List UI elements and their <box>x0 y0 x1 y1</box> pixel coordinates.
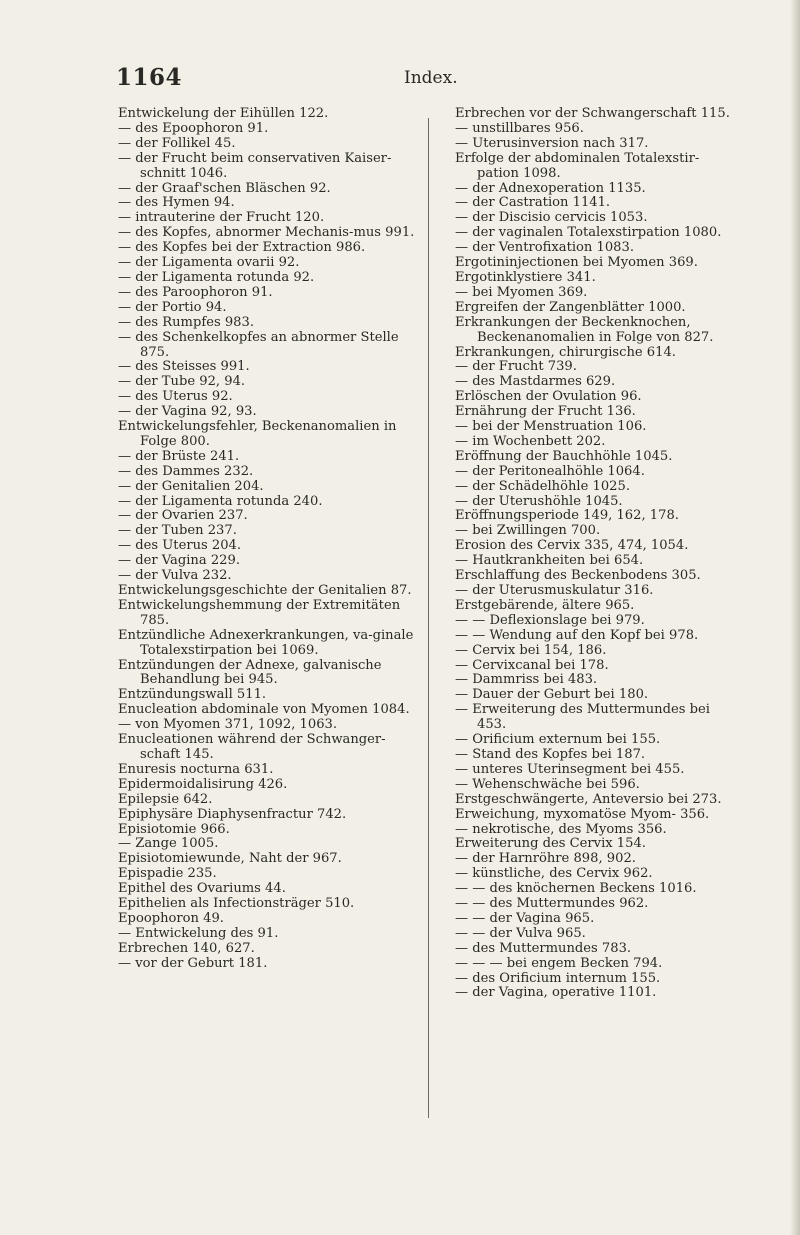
index-entry: — der Vagina, operative 1101. <box>455 985 657 1001</box>
index-entry: — der Frucht beim conservativen Kaiser-schnitt 1046. <box>118 150 392 181</box>
index-entry: Erbrechen 140, 627. <box>118 940 255 956</box>
index-entry: Enucleation abdominale von Myomen 1084. <box>118 702 410 718</box>
index-entry: Epoophoron 49. <box>118 910 224 926</box>
index-entry: Erlöschen der Ovulation 96. <box>455 389 642 405</box>
index-entry: — des Uterus 204. <box>118 538 242 554</box>
index-entry: — — der Vagina 965. <box>455 910 595 926</box>
index-entry: — bei Zwillingen 700. <box>455 523 601 539</box>
index-entry: — Hautkrankheiten bei 654. <box>455 553 644 569</box>
index-entry: — unstillbares 956. <box>455 120 584 136</box>
index-entry: — des Kopfes, abnormer Mechanis-mus 991. <box>118 225 415 241</box>
index-entry: Eröffnung der Bauchhöhle 1045. <box>455 448 673 464</box>
index-entry: Erweiterung des Cervix 154. <box>455 836 646 852</box>
index-entry: Entwickelungshemmung der Extremitäten 785. <box>118 597 401 628</box>
index-entry: — künstliche, des Cervix 962. <box>455 866 653 882</box>
index-entry: Erstgebärende, ältere 965. <box>455 597 635 613</box>
index-entry: — des Mastdarmes 629. <box>455 374 616 390</box>
index-entry: Episiotomiewunde, Naht der 967. <box>118 851 342 867</box>
index-entry: — der Discisio cervicis 1053. <box>455 210 648 226</box>
index-entry: Erweichung, myxomatöse Myom- 356. <box>455 806 710 822</box>
index-entry: — der Genitalien 204. <box>118 478 264 494</box>
index-entry: — vor der Geburt 181. <box>118 955 268 971</box>
index-entry: — des Steisses 991. <box>118 359 250 375</box>
index-entry: Entzündliche Adnexerkrankungen, va-ginale Totalexstirpation bei 1069. <box>118 627 414 658</box>
index-entry: — des Schenkelkopfes an abnormer Stelle 875. <box>118 329 399 360</box>
index-entry: Entwickelung der Eihüllen 122. <box>118 106 329 121</box>
index-entry: Ergotinklystiere 341. <box>455 269 596 285</box>
index-entry: — des Uterus 92. <box>118 389 233 405</box>
index-entry: — des Muttermundes 783. <box>455 940 632 956</box>
index-entry: — der Uterusmuskulatur 316. <box>455 583 654 598</box>
index-entry: — des Epoophoron 91. <box>118 120 269 136</box>
index-entry: Enucleationen während der Schwanger-schaft 145. <box>118 732 386 762</box>
index-entry: — Entwickelung des 91. <box>118 925 279 941</box>
index-entry: Ernährung der Frucht 136. <box>455 404 636 420</box>
column-divider <box>428 118 429 1118</box>
running-title: Index. <box>404 68 458 88</box>
index-entry: — Cervix bei 154, 186. <box>455 642 607 658</box>
index-entry: — im Wochenbett 202. <box>455 433 606 449</box>
index-entry: — des Dammes 232. <box>118 463 254 479</box>
index-entry: — der Ligamenta rotunda 92. <box>118 269 315 285</box>
index-entry: — der Vagina 229. <box>118 553 240 569</box>
index-entry: — der Tube 92, 94. <box>118 374 246 390</box>
index-entry: — — Wendung auf den Kopf bei 978. <box>455 627 699 643</box>
index-entry: — der Harnröhre 898, 902. <box>455 851 636 867</box>
index-entry: — von Myomen 371, 1092, 1063. <box>118 717 338 733</box>
index-entry: — des Paroophoron 91. <box>118 284 273 300</box>
index-entry: — der Frucht 739. <box>455 359 577 375</box>
index-entry: — — des Muttermundes 962. <box>455 896 649 912</box>
index-entry: Eröffnungsperiode 149, 162, 178. <box>455 508 679 524</box>
index-entry: — der Vulva 232. <box>118 568 232 584</box>
index-entry: — des Rumpfes 983. <box>118 314 254 330</box>
index-entry: — der Adnexoperation 1135. <box>455 180 646 196</box>
index-entry: Erosion des Cervix 335, 474, 1054. <box>455 538 689 554</box>
index-entry: — der Tuben 237. <box>118 523 237 539</box>
index-entry: — Erweiterung des Muttermundes bei 453. <box>455 702 710 733</box>
index-entry: — Orificium externum bei 155. <box>455 732 661 748</box>
index-entry: Erschlaffung des Beckenbodens 305. <box>455 568 701 584</box>
index-entry: — des Kopfes bei der Extraction 986. <box>118 240 366 256</box>
index-entry: Epithelien als Infectionsträger 510. <box>118 896 355 912</box>
index-entry: Ergreifen der Zangenblätter 1000. <box>455 299 686 315</box>
index-entry: — des Hymen 94. <box>118 195 235 211</box>
index-entry: — Zange 1005. <box>118 836 219 852</box>
index-entry: — der Ovarien 237. <box>118 508 248 524</box>
index-entry: Erstgeschwängerte, Anteversio bei 273. <box>455 791 722 807</box>
index-entry: — der Uterushöhle 1045. <box>455 493 623 509</box>
index-entry: — der Ligamenta rotunda 240. <box>118 493 323 509</box>
index-entry: — Dauer der Geburt bei 180. <box>455 687 649 703</box>
index-entry: — bei der Menstruation 106. <box>455 419 647 435</box>
index-entry: — Uterusinversion nach 317. <box>455 135 649 151</box>
index-entry: Episiotomie 966. <box>118 821 230 837</box>
index-entry: — des Orificium internum 155. <box>455 970 661 986</box>
index-entry: Epispadie 235. <box>118 866 217 882</box>
page-number: 1164 <box>116 64 183 91</box>
index-column-right <box>455 107 740 1001</box>
index-entry: Epidermoidalisirung 426. <box>118 776 288 792</box>
index-entry: — der Peritonealhöhle 1064. <box>455 463 645 479</box>
index-entry: — Cervixcanal bei 178. <box>455 657 609 673</box>
index-entry: Erkrankungen der Beckenknochen, Beckenanomalien in Folge von 827. <box>455 314 714 345</box>
index-entry: Entzündungswall 511. <box>118 687 267 703</box>
index-entry: — — Deflexionslage bei 979. <box>455 612 645 628</box>
index-entry: — der Vagina 92, 93. <box>118 404 257 420</box>
index-entry: — — der Vulva 965. <box>455 925 586 941</box>
page-edge-shadow <box>790 0 800 1235</box>
index-entry: Erfolge der abdominalen Totalexstir-pation 1098. <box>455 150 700 181</box>
index-entry: Erbrechen vor der Schwangerschaft 115. <box>455 106 730 121</box>
index-entry: — Dammriss bei 483. <box>455 672 598 688</box>
index-entry: — der Graaf'schen Bläschen 92. <box>118 180 331 196</box>
index-entry: Entzündungen der Adnexe, galvanische Behandlung bei 945. <box>118 657 382 688</box>
index-entry: — der Brüste 241. <box>118 448 240 464</box>
index-entry: Epithel des Ovariums 44. <box>118 881 286 897</box>
index-entry: — der Ligamenta ovarii 92. <box>118 255 300 271</box>
index-entry: — — — bei engem Becken 794. <box>455 955 663 971</box>
page-header <box>0 64 800 100</box>
index-entry: — — des knöchernen Beckens 1016. <box>455 881 697 897</box>
index-entry: — Wehenschwäche bei 596. <box>455 776 640 792</box>
index-entry: — der Follikel 45. <box>118 135 236 151</box>
index-entry: — der Castration 1141. <box>455 195 611 211</box>
index-entry: Epilepsie 642. <box>118 791 213 807</box>
index-entry: Entwickelungsfehler, Beckenanomalien in Folge 800. <box>118 419 397 449</box>
index-entry: — der Ventrofixation 1083. <box>455 240 634 256</box>
index-entry: — bei Myomen 369. <box>455 284 588 300</box>
index-entry: — Stand des Kopfes bei 187. <box>455 746 646 762</box>
index-entry: — der Portio 94. <box>118 299 227 315</box>
index-entry: Epiphysäre Diaphysenfractur 742. <box>118 806 347 822</box>
index-column-left <box>118 107 418 972</box>
index-entry: Entwickelungsgeschichte der Genitalien 87. <box>118 583 412 598</box>
index-entry: — der vaginalen Totalexstirpation 1080. <box>455 225 722 241</box>
index-entry: Erkrankungen, chirurgische 614. <box>455 344 676 360</box>
index-entry: — unteres Uterinsegment bei 455. <box>455 761 685 777</box>
index-entry: Enuresis nocturna 631. <box>118 761 274 777</box>
index-entry: — intrauterine der Frucht 120. <box>118 210 325 226</box>
index-entry: Ergotininjectionen bei Myomen 369. <box>455 255 698 271</box>
index-entry: — der Schädelhöhle 1025. <box>455 478 631 494</box>
index-entry: — nekrotische, des Myoms 356. <box>455 821 667 837</box>
